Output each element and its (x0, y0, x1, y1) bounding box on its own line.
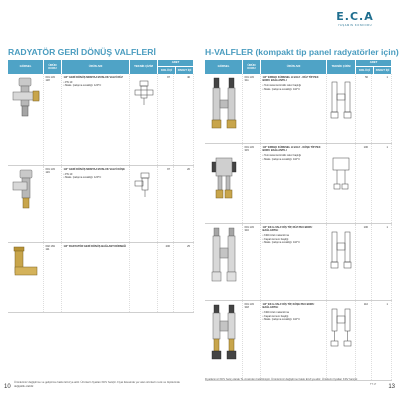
box-quantity: 110 (356, 301, 372, 380)
brand-logo (320, 10, 390, 27)
product-code: 602 169 111 (44, 243, 62, 312)
product-bullet: • Maks. Çalışma sıcaklığı: 120°C (63, 84, 102, 88)
product-image-cell (8, 166, 44, 242)
technical-drawing-cell (327, 301, 356, 380)
product-code: 601 133 118 (44, 74, 62, 165)
technical-drawing (329, 80, 354, 120)
right-product-table (205, 60, 392, 381)
product-image-cell (8, 243, 44, 312)
product-name: 1/2" GERİ DÖNÜŞ MONTAJ MUSLUK VALFİ KÖŞE (63, 168, 125, 171)
table-row (205, 301, 392, 381)
product-bullet: • Kilitli özel mekanizma (262, 234, 289, 238)
right-table-header (205, 60, 392, 74)
product-description (261, 301, 327, 380)
box-quantity: 200 (158, 243, 174, 312)
left-section-title: RADYATÖR GERİ DÖNÜŞ VALFLERİ (8, 47, 156, 57)
header-pack: PAKET İÇİ (375, 67, 390, 72)
header-drawing: TEKNİK ÇİZİM (327, 60, 356, 74)
product-name: 1/2" EK H-VALF DİŞ TİP, DÜZ PEX BORU BAĞLANTILI (262, 226, 313, 233)
table-row (205, 224, 392, 301)
product-name: 1/2" ERKEK KÜRESEL H-VALF - KÖŞE TİP PEX BORU BAĞLANTILI (262, 146, 321, 153)
product-description (261, 144, 327, 223)
left-footnote: Ürünlerimiz değiştirme ve geliştirme hakkı ECA'ya aittir. Ürünlerin fiyatları KDV hariçtir. Fiyat listesinde yer alan ürünlerin renk ve ölçülerinde değişiklik olabilir. (14, 381, 180, 388)
header-desc: ÜRÜN ADI (62, 60, 130, 74)
technical-drawing (329, 230, 354, 270)
header-code: ÜRÜN KODU (243, 60, 261, 74)
left-page-number: 10 (4, 384, 11, 390)
table-row (205, 74, 392, 144)
product-bullet: • Kilitli özel mekanizma (262, 311, 289, 315)
technical-drawing-cell (130, 166, 158, 242)
right-section-title: H-VALFLER (kompakt tip panel radyatörler için) (205, 47, 399, 57)
technical-drawing-cell (130, 243, 158, 312)
product-bullet: • Termostat kontrollü rekor başlığı (262, 154, 301, 158)
product-description (261, 224, 327, 300)
straight-valve-image (10, 76, 42, 118)
header-drawing: TEKNİK ÇİZİM (130, 60, 158, 74)
brand-tagline: YAŞAMIN KONFORU (337, 24, 373, 27)
table-row (8, 166, 194, 243)
product-image-cell (205, 74, 243, 143)
product-bullet: • Maks. Çalışma sıcaklığı: 110°C (262, 87, 300, 91)
product-image-cell (205, 224, 243, 300)
right-footnote: Fiyatlarımız KDV hariç olarak TL cinsinden belirtilmiştir. Ürünlerimiz değiştirme hakkı ECA'ya aittir. Ürünlerin fiyatları KDV hariçtir. (205, 378, 358, 381)
header-image: GÖRSEL (8, 60, 44, 74)
pack-quantity: 25 (174, 243, 194, 312)
header-box: KOLİ İÇİ (356, 67, 374, 74)
product-description (62, 166, 130, 242)
box-quantity: 97 (158, 74, 174, 165)
pack-quantity: 1 (372, 301, 392, 380)
box-quantity: 97 (158, 166, 174, 242)
product-bullet: • Maks. Çalışma sıcaklığı: 110°C (262, 240, 300, 244)
product-description (261, 74, 327, 143)
box-quantity: 100 (356, 224, 372, 300)
product-bullet: • Maks. Çalışma sıcaklığı: 110°C (262, 157, 300, 161)
table-row (8, 74, 194, 166)
technical-drawing-cell (130, 74, 158, 165)
technical-drawing-cell (327, 224, 356, 300)
technical-drawing-cell (327, 74, 356, 143)
product-name: 1/2" EK H-VALF DİŞ TİP, KÖŞE PEX BORU BAĞLANTILI (262, 303, 315, 310)
angle-valve-image (10, 168, 42, 210)
technical-drawing (329, 307, 354, 347)
product-image-cell (205, 301, 243, 380)
product-bullet: • Kapalı konum başlığı (262, 237, 289, 241)
pack-quantity: 1 (372, 144, 392, 223)
pack-quantity: 40 (174, 74, 194, 165)
box-quantity: 50 (356, 74, 372, 143)
table-row (8, 243, 194, 313)
product-code: 601 133 318 (243, 301, 261, 380)
left-product-table (8, 60, 194, 313)
product-name: 1/2" GERİ DÖNÜŞ MONTAJ MUSLUK VALFİ DÜZ (63, 76, 123, 79)
header-image: GÖRSEL (205, 60, 243, 74)
box-quantity: 100 (356, 144, 372, 223)
product-image-cell (8, 74, 44, 165)
header-qty: ADET KOLİ İÇİ PAKET İÇİ (158, 60, 194, 74)
technical-drawing-cell (327, 144, 356, 223)
header-desc: ÜRÜN ADI (261, 60, 327, 74)
product-bullet: • Maks. Çalışma sıcaklığı: 120°C (63, 176, 102, 180)
technical-drawing (132, 172, 156, 198)
product-code: 601 133 311 (243, 74, 261, 143)
product-bullet: • Kapalı konum başlığı (262, 314, 289, 318)
technical-drawing (329, 150, 354, 190)
h-valve-angle-image (207, 146, 241, 202)
pack-quantity: 20 (174, 166, 194, 242)
left-table-header (8, 60, 194, 74)
header-code: ÜRÜN KODU (44, 60, 62, 74)
product-name: 1/2" ERKEK KÜRESEL H-VALF - DÜZ TİP PEX BORU BAĞLANTILI (262, 76, 319, 83)
technical-drawing (132, 80, 156, 106)
right-page-number: 13 (388, 384, 395, 390)
pack-quantity: 1 (372, 224, 392, 300)
product-code: 601 133 119 (44, 166, 62, 242)
header-box: KOLİ İÇİ (158, 67, 176, 74)
catalog-code: TT 17 (370, 383, 377, 386)
product-description (62, 243, 130, 312)
h-valve-locking-straight-image (207, 226, 241, 286)
product-bullet: • PN 10 (63, 81, 73, 85)
product-bullet: • Termostat kontrollü rekor başlığı (262, 84, 301, 88)
brand-logo-text: E.C.A (336, 10, 374, 23)
pack-quantity: 1 (372, 74, 392, 143)
h-valve-straight-image (207, 76, 241, 132)
product-bullet: • Maks. Çalışma sıcaklığı: 110°C (262, 317, 300, 321)
product-bullet: • PN 10 (63, 173, 73, 177)
elbow-fitting-image (10, 245, 42, 283)
header-qty: ADET KOLİ İÇİ PAKET İÇİ (356, 60, 392, 74)
product-description (62, 74, 130, 165)
product-image-cell (205, 144, 243, 223)
product-code: 601 133 316 (243, 224, 261, 300)
h-valve-locking-angle-image (207, 303, 241, 363)
header-pack: PAKET İÇİ (177, 67, 192, 72)
product-code: 601 133 315 (243, 144, 261, 223)
table-row (205, 144, 392, 224)
product-name: 1/2" RADYATÖR GERİ DÖNÜŞ BAĞLANTI DİRSEĞİ (63, 245, 126, 248)
